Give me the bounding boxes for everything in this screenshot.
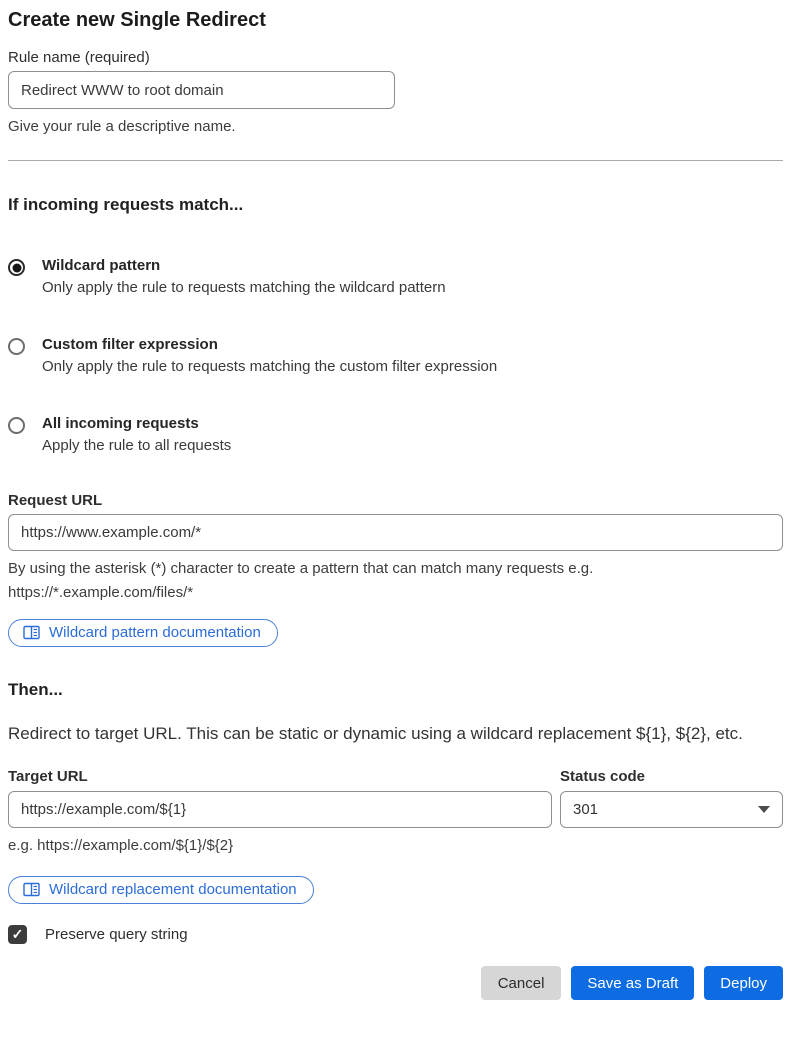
caret-down-icon [758, 806, 770, 813]
deploy-button[interactable]: Deploy [704, 966, 783, 1000]
target-url-help: e.g. https://example.com/${1}/${2} [8, 837, 234, 854]
radio-button-icon[interactable] [8, 417, 25, 434]
radio-option-all-requests[interactable] [8, 415, 783, 454]
then-section-heading: Then... [8, 680, 63, 699]
radio-option-description: Only apply the rule to requests matching the custom filter expression [42, 358, 498, 375]
cancel-button[interactable]: Cancel [481, 966, 562, 1000]
status-code-label: Status code [560, 768, 646, 785]
rule-name-input[interactable] [8, 71, 395, 109]
target-url-input[interactable] [8, 791, 552, 828]
radio-option-description: Apply the rule to all requests [42, 437, 232, 454]
wildcard-replacement-doc-button[interactable] [8, 876, 314, 904]
preserve-query-label[interactable]: Preserve query string [45, 926, 188, 943]
status-code-value: 301 [573, 801, 599, 818]
rule-name-help: Give your rule a descriptive name. [8, 118, 236, 135]
book-open-icon [23, 882, 40, 897]
request-url-label: Request URL [8, 492, 103, 509]
wildcard-pattern-doc-label: Wildcard pattern documentation [49, 624, 261, 641]
save-as-draft-button[interactable]: Save as Draft [571, 966, 694, 1000]
radio-option-wildcard-pattern[interactable] [8, 257, 783, 296]
radio-option-label[interactable]: Custom filter expression [42, 336, 218, 353]
book-open-icon [23, 625, 40, 640]
radio-option-description: Only apply the rule to requests matching the wildcard pattern [42, 279, 446, 296]
preserve-query-row[interactable] [8, 925, 783, 944]
footer-actions [8, 966, 783, 1000]
radio-option-label[interactable]: All incoming requests [42, 415, 199, 432]
request-url-help-line1: By using the asterisk (*) character to create a pattern that can match many requests e.g. [8, 560, 594, 577]
radio-button-icon[interactable] [8, 259, 25, 276]
target-url-label: Target URL [8, 768, 88, 785]
match-section-heading: If incoming requests match... [8, 195, 244, 214]
checkmark-icon: ✓ [11, 926, 24, 942]
page-title: Create new Single Redirect [8, 9, 266, 31]
radio-option-label[interactable]: Wildcard pattern [42, 257, 161, 274]
status-code-select[interactable] [560, 791, 783, 828]
radio-button-icon[interactable] [8, 338, 25, 355]
request-url-input[interactable] [8, 514, 783, 551]
wildcard-pattern-doc-button[interactable] [8, 619, 278, 647]
request-url-help-line2: https://*.example.com/files/* [8, 584, 194, 601]
wildcard-replacement-doc-label: Wildcard replacement documentation [49, 881, 297, 898]
then-section-description: Redirect to target URL. This can be static or dynamic using a wildcard replacement ${1}, ${2}, etc. [8, 724, 743, 743]
section-divider [8, 160, 783, 161]
request-url-help [8, 557, 783, 605]
rule-name-label: Rule name (required) [8, 49, 150, 66]
radio-option-custom-filter[interactable] [8, 336, 783, 375]
preserve-query-checkbox[interactable] [8, 925, 27, 944]
